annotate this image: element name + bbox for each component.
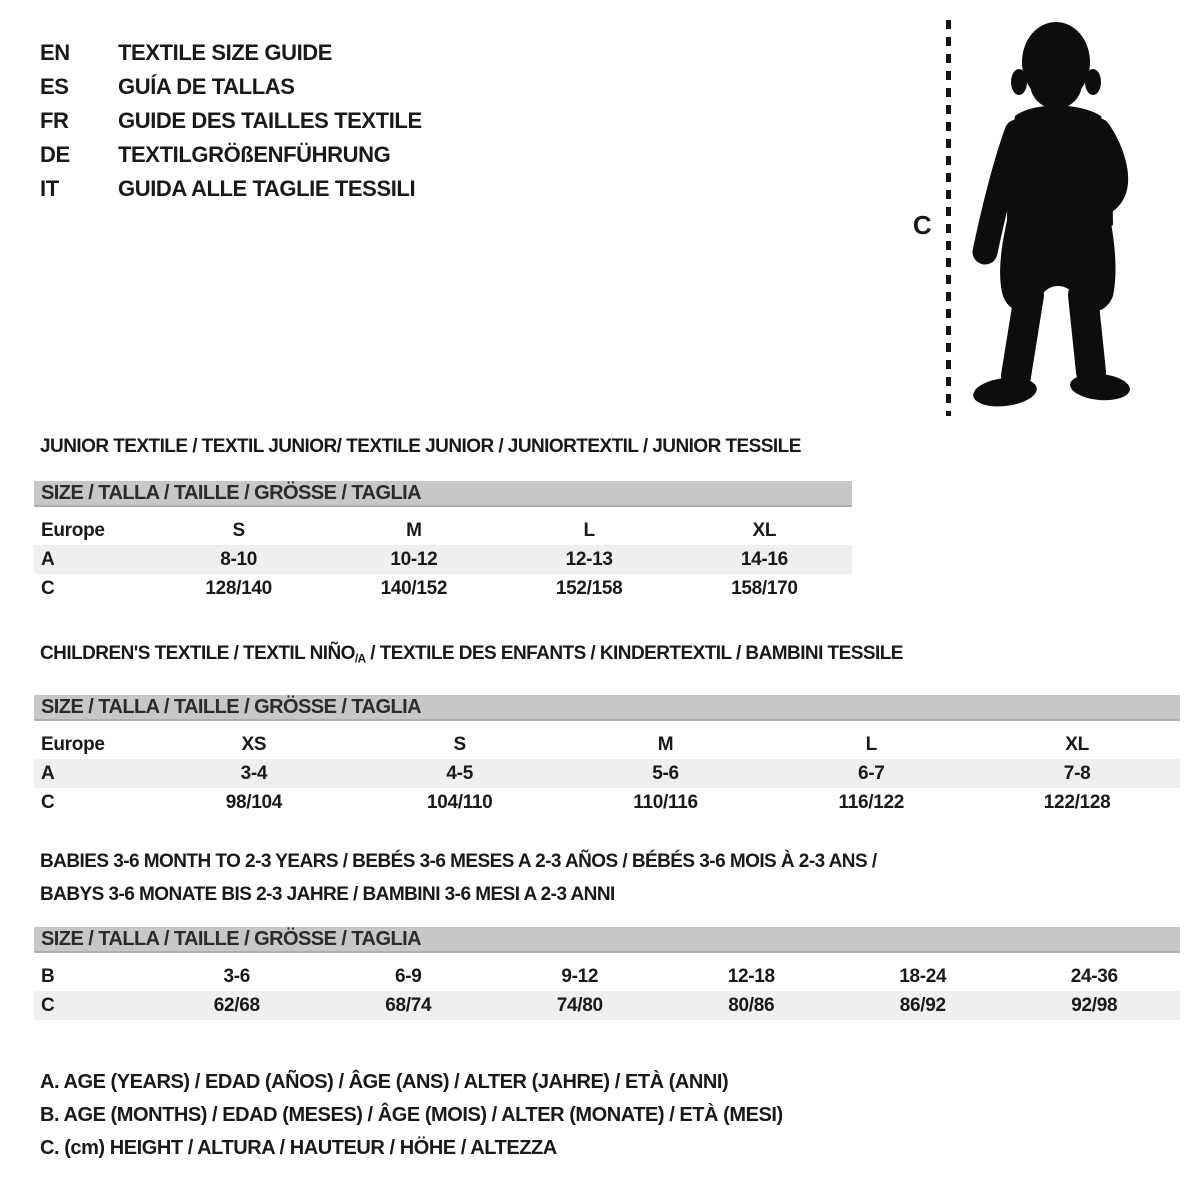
height-cell: 158/170 [731, 577, 798, 599]
months-cell: 3-6 [223, 965, 251, 987]
language-row-fr [40, 104, 422, 138]
months-cell: 24-36 [1070, 965, 1118, 987]
height-cell: 122/128 [1043, 791, 1111, 813]
junior-section-title: JUNIOR TEXTILE / TEXTIL JUNIOR/ TEXTILE JUNIOR / JUNIORTEXTIL / JUNIOR TESSILE [40, 436, 801, 457]
language-row-it [40, 172, 422, 206]
row-label: A [41, 762, 55, 784]
months-cell: 6-9 [394, 965, 422, 987]
height-cell: 152/158 [555, 577, 623, 599]
language-code: EN [40, 40, 70, 65]
language-code: FR [40, 108, 69, 133]
age-cell: 8-10 [220, 548, 258, 570]
babies-size-header-bar: SIZE / TALLA / TAILLE / GRÖSSE / TAGLIA [34, 927, 1180, 953]
language-label: GUÍA DE TALLAS [118, 74, 295, 99]
size-cell: S [232, 519, 245, 541]
table-row-height [34, 574, 852, 603]
age-cell: 7-8 [1063, 762, 1091, 784]
children-title-prefix: CHILDREN'S TEXTILE / TEXTIL NIÑO [40, 643, 355, 664]
table-row-height [34, 991, 1180, 1020]
row-label: B [41, 965, 55, 987]
height-cell: 110/116 [633, 791, 698, 813]
height-cell: 128/140 [205, 577, 272, 599]
babies-section [34, 845, 1180, 1020]
children-size-header-bar: SIZE / TALLA / TAILLE / GRÖSSE / TAGLIA [34, 695, 1180, 721]
row-label: C [41, 791, 55, 813]
height-cell: 86/92 [899, 994, 946, 1016]
height-dashed-line [946, 20, 951, 416]
language-code: DE [40, 142, 70, 167]
height-cell: 116/122 [838, 791, 905, 813]
row-label: C [41, 577, 55, 599]
row-label: Europe [41, 733, 105, 755]
months-cell: 9-12 [561, 965, 599, 987]
junior-table [34, 516, 852, 603]
measure-c-label: C [912, 210, 932, 240]
children-section [34, 643, 1180, 817]
junior-section [34, 436, 852, 603]
row-label: C [41, 994, 55, 1016]
babies-section-title-line1: BABIES 3-6 MONTH TO 2-3 YEARS / BEBÉS 3-6 MESES A 2-3 AÑOS / BÉBÉS 3-6 MOIS À 2-3 ANS / [40, 851, 877, 872]
language-row-es [40, 70, 422, 104]
months-cell: 18-24 [899, 965, 947, 987]
language-label: GUIDA ALLE TAGLIE TESSILI [118, 176, 416, 201]
language-label: TEXTILE SIZE GUIDE [118, 40, 333, 65]
size-cell: XS [241, 733, 267, 755]
language-label: TEXTILGRÖßENFÜHRUNG [118, 142, 391, 167]
legend-line-a: A. AGE (YEARS) / EDAD (AÑOS) / ÂGE (ANS) / ALTER (JAHRE) / ETÀ (ANNI) [40, 1071, 729, 1093]
legend-line-c: C. (cm) HEIGHT / ALTURA / HAUTEUR / HÖHE / ALTEZZA [40, 1137, 557, 1159]
age-cell: 6-7 [858, 762, 885, 784]
months-cell: 12-18 [727, 965, 775, 987]
table-row-months [34, 962, 1180, 991]
children-title-suffix: / TEXTILE DES ENFANTS / KINDERTEXTIL / BAMBINI TESSILE [365, 643, 903, 664]
table-row-age [34, 759, 1180, 788]
row-label: A [41, 548, 55, 570]
height-cell: 104/110 [426, 791, 493, 813]
children-title-subscript: /A [354, 652, 366, 666]
babies-section-title-line2: BABYS 3-6 MONATE BIS 2-3 JAHRE / BAMBINI 3-6 MESI A 2-3 ANNI [40, 884, 615, 905]
age-cell: 4-5 [446, 762, 473, 784]
size-cell: M [657, 733, 674, 755]
age-cell: 10-12 [390, 548, 438, 570]
height-cell: 98/104 [225, 791, 283, 813]
height-cell: 92/98 [1071, 994, 1118, 1016]
size-cell: L [865, 733, 877, 755]
language-code: IT [40, 176, 59, 201]
height-cell: 74/80 [556, 994, 603, 1016]
junior-size-header-bar: SIZE / TALLA / TAILLE / GRÖSSE / TAGLIA [34, 481, 852, 507]
age-cell: 14-16 [740, 548, 788, 570]
table-row-height [34, 788, 1180, 817]
size-cell: S [453, 733, 466, 755]
babies-table [34, 962, 1180, 1020]
table-row-age [34, 545, 852, 574]
table-row-europe [34, 730, 1180, 759]
size-cell: XL [752, 519, 777, 541]
row-label: Europe [41, 519, 105, 541]
size-cell: M [406, 519, 422, 541]
age-cell: 3-4 [240, 762, 268, 784]
language-label: GUIDE DES TAILLES TEXTILE [118, 108, 422, 133]
table-row-europe [34, 516, 852, 545]
height-cell: 140/152 [380, 577, 448, 599]
legend [40, 1066, 783, 1165]
language-row-de [40, 138, 422, 172]
size-cell: XL [1065, 733, 1089, 755]
size-cell: L [583, 519, 595, 541]
height-cell: 62/68 [213, 994, 260, 1016]
language-list [40, 36, 422, 206]
children-section-title [34, 643, 1180, 670]
age-cell: 5-6 [652, 762, 679, 784]
height-cell: 68/74 [385, 994, 432, 1016]
children-table [34, 730, 1180, 817]
legend-line-b: B. AGE (MONTHS) / EDAD (MESES) / ÂGE (MOIS) / ALTER (MONATE) / ETÀ (MESI) [40, 1104, 783, 1126]
age-cell: 12-13 [565, 548, 613, 570]
language-code: ES [40, 74, 69, 99]
height-cell: 80/86 [728, 994, 775, 1016]
language-row-en [40, 36, 422, 70]
toddler-silhouette-icon [963, 20, 1141, 420]
